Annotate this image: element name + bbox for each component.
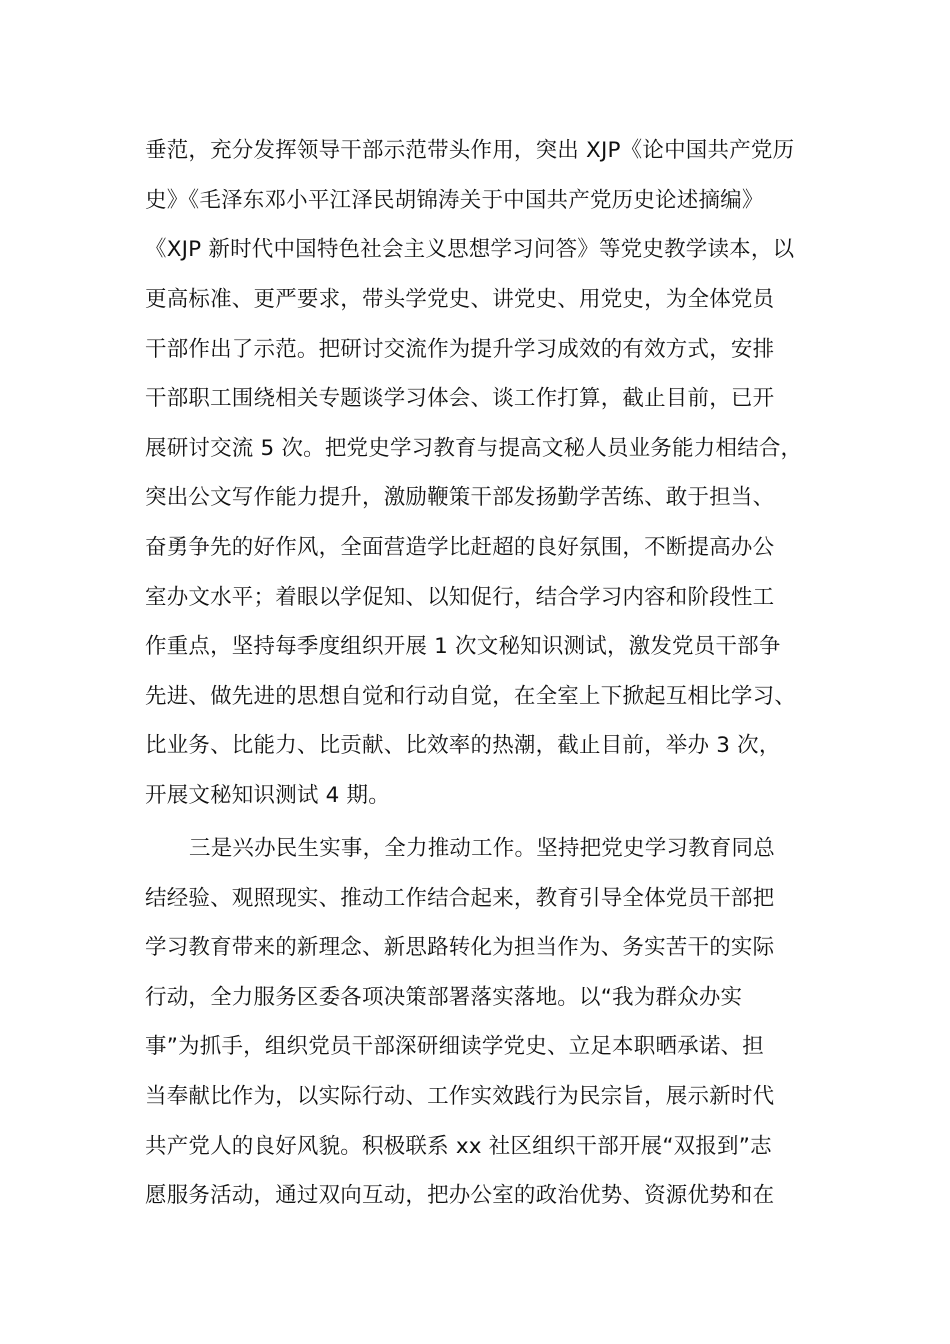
text-line: 干部职工围绕相关专题谈学习体会、谈工作打算，截止目前，已开 xyxy=(145,386,775,411)
text-line: 史》《毛泽东邓小平江泽民胡锦涛关于中国共产党历史论述摘编》 xyxy=(145,188,764,213)
text-line: 《XJP 新时代中国特色社会主义思想学习问答》等党史教学读本，以 xyxy=(145,237,795,262)
text-line: 行动，全力服务区委各项决策部署落实落地。以“我为群众办实 xyxy=(145,985,743,1010)
text-line: 室办文水平；着眼以学促知、以知促行，结合学习内容和阶段性工 xyxy=(145,585,775,610)
text-line: 垂范，充分发挥领导干部示范带头作用，突出 XJP《论中国共产党历 xyxy=(145,138,795,163)
text-line: 当奉献比作为，以实际行动、工作实效践行为民宗旨，展示新时代 xyxy=(145,1084,775,1109)
text-line: 事”为抓手，组织党员干部深研细读学党史、立足本职晒承诺、担 xyxy=(145,1034,764,1059)
text-line: 愿服务活动，通过双向互动，把办公室的政治优势、资源优势和在 xyxy=(145,1183,775,1208)
text-line: 更高标准、更严要求，带头学党史、讲党史、用党史，为全体党员 xyxy=(145,287,775,312)
text-line: 突出公文写作能力提升，激励鞭策干部发扬勤学苦练、敢于担当、 xyxy=(145,485,775,510)
text-line: 比业务、比能力、比贡献、比效率的热潮，截止目前，举办 3 次， xyxy=(145,733,781,758)
text-line: 开展文秘知识测试 4 期。 xyxy=(145,783,390,808)
paragraph-first-line: 三是兴办民生实事，全力推动工作。坚持把党史学习教育同总 xyxy=(189,836,775,861)
text-line: 作重点，坚持每季度组织开展 1 次文秘知识测试，激发党员干部争 xyxy=(145,634,781,659)
text-line: 学习教育带来的新理念、新思路转化为担当作为、务实苦干的实际 xyxy=(145,935,775,960)
text-line: 先进、做先进的思想自觉和行动自觉，在全室上下掀起互相比学习、 xyxy=(145,684,797,709)
text-line: 干部作出了示范。把研讨交流作为提升学习成效的有效方式，安排 xyxy=(145,337,775,362)
text-line: 共产党人的良好风貌。积极联系 xx 社区组织干部开展“双报到”志 xyxy=(145,1134,772,1159)
text-line: 结经验、观照现实、推动工作结合起来，教育引导全体党员干部把 xyxy=(145,886,775,911)
text-line: 奋勇争先的好作风，全面营造学比赶超的良好氛围，不断提高办公 xyxy=(145,535,775,560)
text-line: 展研讨交流 5 次。把党史学习教育与提高文秘人员业务能力相结合， xyxy=(145,436,803,461)
